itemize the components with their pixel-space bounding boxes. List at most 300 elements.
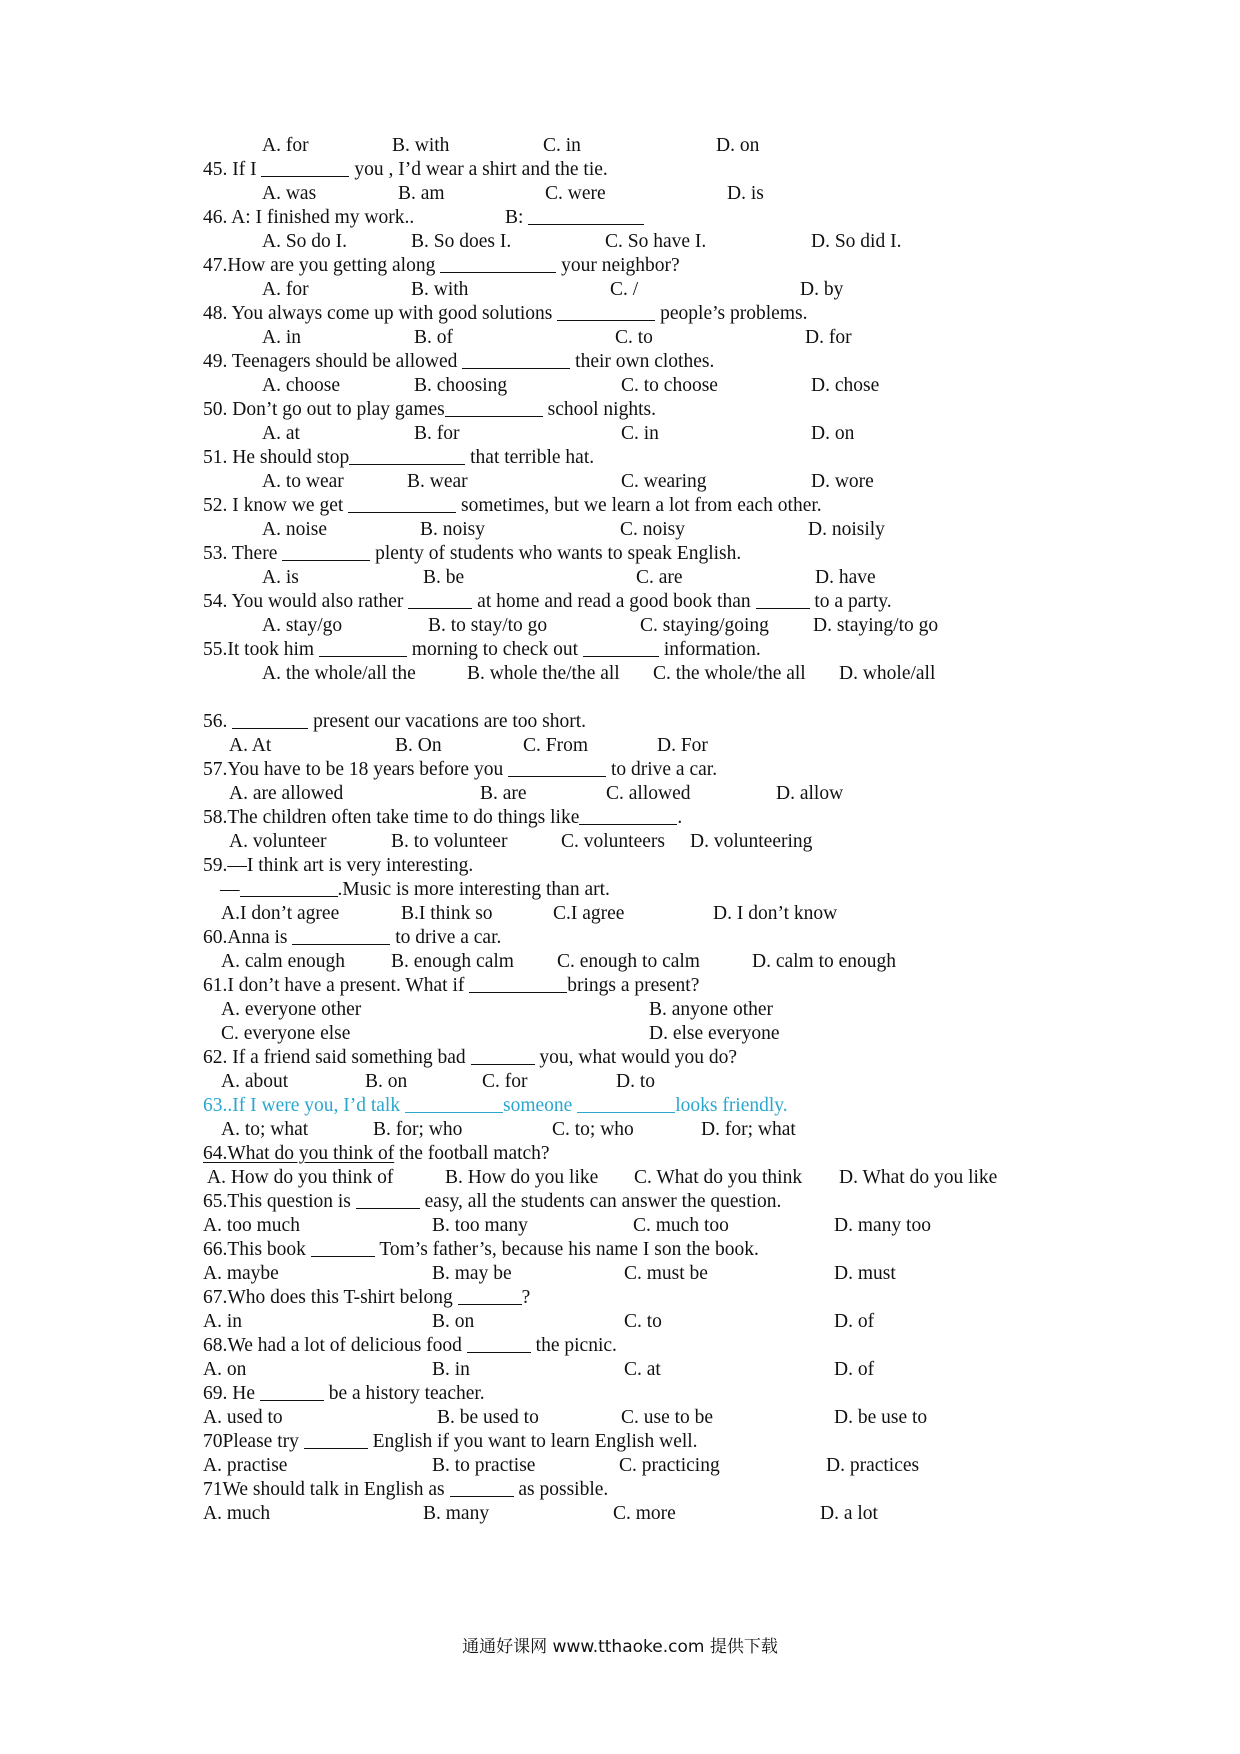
option-c-at[interactable] — [624, 1357, 661, 1382]
option-label: A. So do I. — [262, 231, 348, 252]
option-c-are[interactable] — [636, 565, 683, 590]
option-b-so-does-i[interactable] — [411, 229, 511, 254]
underlined-question-text: 64.What do you think of — [203, 1143, 395, 1164]
option-label: C. volunteers — [561, 831, 665, 852]
question-text-part: be a history teacher. — [323, 1383, 485, 1404]
option-label: B. many — [423, 1503, 490, 1524]
option-a-how-do-you-think-of[interactable] — [207, 1165, 393, 1190]
answer-blank[interactable] — [405, 1093, 503, 1113]
option-b-anyone-other[interactable] — [649, 997, 773, 1022]
question-text-part: at home and read a good book than — [472, 591, 756, 612]
question-text — [203, 1381, 485, 1406]
option-label: B. whole the/the all — [467, 663, 620, 684]
question-text-part: 61.I don’t have a present. What if — [203, 975, 470, 996]
option-d-by[interactable] — [800, 277, 843, 302]
option-d-allow[interactable] — [776, 781, 843, 806]
question-text — [203, 1093, 788, 1118]
option-label: B. anyone other — [649, 999, 774, 1020]
option-b-choosing[interactable] — [414, 373, 507, 398]
option-c-what-do-you-think[interactable] — [634, 1165, 802, 1190]
answer-blank[interactable] — [349, 445, 465, 465]
question-text-part: 59.—I think art is very interesting. — [203, 855, 474, 876]
option-label: C. for — [482, 1071, 528, 1092]
option-label: A. volunteer — [229, 831, 327, 852]
question-text-part: 47.How are you getting along — [203, 255, 441, 276]
option-a-much[interactable] — [203, 1501, 270, 1526]
question-text-part: the picnic. — [530, 1335, 617, 1356]
answer-blank[interactable] — [440, 253, 556, 273]
option-c-noisy[interactable] — [620, 517, 685, 542]
option-label: A. for — [262, 279, 309, 300]
question-text-part: 54. You would also rather — [203, 591, 409, 612]
option-label: B. So does I. — [411, 231, 512, 252]
option-a-are-allowed[interactable] — [229, 781, 343, 806]
option-d-chose[interactable] — [811, 373, 879, 398]
question-text-part: to drive a car. — [606, 759, 718, 780]
option-a-practise[interactable] — [203, 1453, 287, 1478]
option-label: C. are — [636, 567, 683, 588]
option-c-everyone-else[interactable] — [221, 1021, 350, 1046]
option-label: B. on — [365, 1071, 408, 1092]
option-b-on[interactable] — [365, 1069, 407, 1094]
answer-blank[interactable] — [756, 589, 810, 609]
question-text-part: sometimes, but we learn a lot from each other. — [456, 495, 822, 516]
option-c-more[interactable] — [613, 1501, 676, 1526]
option-label: C. much too — [633, 1215, 729, 1236]
option-b-with[interactable] — [411, 277, 468, 302]
option-d-must[interactable] — [834, 1261, 896, 1286]
question-text-part: .Music is more interesting than art. — [337, 879, 610, 900]
option-d-be-use-to[interactable] — [834, 1405, 927, 1430]
option-label: D. chose — [811, 375, 880, 396]
option-a-in[interactable] — [203, 1309, 242, 1334]
option-b-to-stay-to-go[interactable] — [428, 613, 547, 638]
question-text — [203, 205, 414, 230]
question-text-part: your neighbor? — [556, 255, 680, 276]
option-label: A. in — [203, 1311, 242, 1332]
answer-blank[interactable] — [348, 493, 456, 513]
option-label: B. of — [414, 327, 453, 348]
option-label: B. may be — [432, 1263, 512, 1284]
option-a-in[interactable] — [262, 325, 301, 350]
answer-blank[interactable] — [462, 349, 570, 369]
option-label: C. to — [624, 1311, 662, 1332]
question-text-part: 45. If I — [203, 159, 262, 180]
option-label: D. on — [811, 423, 855, 444]
option-b-for[interactable] — [414, 421, 460, 446]
option-d-of[interactable] — [834, 1309, 874, 1334]
question-text-part: 58.The children often take time to do things like — [203, 807, 580, 828]
option-label: D. is — [727, 183, 764, 204]
option-label: C. the whole/the all — [653, 663, 806, 684]
question-text-part: you, what would you do? — [534, 1047, 738, 1068]
option-label: D. many too — [834, 1215, 931, 1236]
question-text — [203, 445, 594, 470]
option-c-the-whole-the-all[interactable] — [653, 661, 806, 686]
option-b-noisy[interactable] — [420, 517, 485, 542]
answer-blank[interactable] — [528, 205, 644, 225]
question-text-part: 50. Don’t go out to play games — [203, 399, 445, 420]
question-text — [203, 1429, 698, 1454]
option-c-use-to-be[interactable] — [621, 1405, 713, 1430]
question-text — [203, 493, 822, 518]
question-text — [505, 205, 644, 230]
question-text-part: 68.We had a lot of delicious food — [203, 1335, 467, 1356]
option-b-on[interactable] — [395, 733, 442, 758]
answer-blank[interactable] — [469, 973, 567, 993]
option-label: A. are allowed — [229, 783, 344, 804]
option-label: B.I think so — [401, 903, 493, 924]
option-label: B. on — [432, 1311, 475, 1332]
option-label: A. noise — [262, 519, 327, 540]
question-text-part: to drive a car. — [390, 927, 502, 948]
option-b-be-used-to[interactable] — [437, 1405, 539, 1430]
question-text — [203, 397, 656, 422]
option-a-the-whole-all-the[interactable] — [262, 661, 416, 686]
option-label: C. practicing — [619, 1455, 720, 1476]
question-text — [203, 637, 761, 662]
option-c-to[interactable] — [624, 1309, 662, 1334]
answer-blank[interactable] — [577, 1093, 675, 1113]
option-c-in[interactable] — [543, 133, 581, 158]
option-c-staying-going[interactable] — [640, 613, 769, 638]
option-a-used-to[interactable] — [203, 1405, 283, 1430]
option-label: D. allow — [776, 783, 844, 804]
option-label: C. to; who — [552, 1119, 634, 1140]
option-label: C. allowed — [606, 783, 691, 804]
answer-blank[interactable] — [292, 925, 390, 945]
option-label: B. with — [411, 279, 469, 300]
option-d-calm-to-enough[interactable] — [752, 949, 896, 974]
option-b-be[interactable] — [423, 565, 464, 590]
option-c-for[interactable] — [482, 1069, 528, 1094]
option-label: D. wore — [811, 471, 874, 492]
option-a-is[interactable] — [262, 565, 299, 590]
answer-blank[interactable] — [445, 397, 543, 417]
option-label: A. At — [229, 735, 272, 756]
answer-blank[interactable] — [260, 1381, 324, 1401]
option-label: B. On — [395, 735, 442, 756]
option-c-i-agree[interactable] — [553, 901, 624, 926]
option-b-on[interactable] — [432, 1309, 474, 1334]
option-label: B. How do you like — [445, 1167, 599, 1188]
option-label: D. on — [716, 135, 760, 156]
question-text-part: school nights. — [542, 399, 656, 420]
option-label: D. else everyone — [649, 1023, 780, 1044]
option-label: A. used to — [203, 1407, 283, 1428]
option-a-so-do-i[interactable] — [262, 229, 347, 254]
option-label: A. to; what — [221, 1119, 309, 1140]
option-c-from[interactable] — [523, 733, 588, 758]
question-text-part: ? — [521, 1287, 531, 1308]
option-label: A. was — [262, 183, 317, 204]
answer-blank[interactable] — [304, 1429, 368, 1449]
option-d-wore[interactable] — [811, 469, 874, 494]
option-d-have[interactable] — [815, 565, 876, 590]
option-label: B. to practise — [432, 1455, 536, 1476]
option-d-practices[interactable] — [826, 1453, 919, 1478]
option-label: A. for — [262, 135, 309, 156]
option-c-so-have-i[interactable] — [605, 229, 706, 254]
option-b-whole-the-the-all[interactable] — [467, 661, 620, 686]
option-d-is[interactable] — [727, 181, 764, 206]
option-label: A. How do you think of — [207, 1167, 394, 1188]
option-c-much-too[interactable] — [633, 1213, 729, 1238]
option-label: D. for; what — [701, 1119, 796, 1140]
option-b-with[interactable] — [392, 133, 449, 158]
option-label: C. staying/going — [640, 615, 769, 636]
option-label: C. wearing — [621, 471, 707, 492]
option-a-at[interactable] — [229, 733, 271, 758]
answer-blank[interactable] — [408, 589, 472, 609]
answer-blank[interactable] — [240, 877, 338, 897]
option-c-to[interactable] — [615, 325, 653, 350]
option-d-for[interactable] — [805, 325, 852, 350]
option-label: D. For — [657, 735, 708, 756]
question-text-part: Tom’s father’s, because his name I son the book. — [374, 1239, 759, 1260]
option-d-whole-all[interactable] — [839, 661, 935, 686]
option-a-i-don-t-agree[interactable] — [221, 901, 339, 926]
option-label: A. stay/go — [262, 615, 343, 636]
answer-blank[interactable] — [467, 1333, 531, 1353]
option-label: B. enough calm — [391, 951, 514, 972]
option-label: D. whole/all — [839, 663, 936, 684]
question-text-part: 51. He should stop — [203, 447, 350, 468]
option-label: C. everyone else — [221, 1023, 351, 1044]
answer-blank[interactable] — [450, 1477, 514, 1497]
option-a-for[interactable] — [262, 277, 309, 302]
option-label: D. by — [800, 279, 844, 300]
option-a-volunteer[interactable] — [229, 829, 326, 854]
option-d-volunteering[interactable] — [690, 829, 812, 854]
option-c-were[interactable] — [545, 181, 606, 206]
question-text — [203, 1333, 617, 1358]
option-d-to[interactable] — [616, 1069, 655, 1094]
question-text-part: 62. If a friend said something bad — [203, 1047, 471, 1068]
option-b-of[interactable] — [414, 325, 453, 350]
question-text-part: 69. He — [203, 1383, 260, 1404]
question-text-part: someone — [502, 1095, 578, 1116]
option-label: B. for; who — [373, 1119, 463, 1140]
answer-blank[interactable] — [261, 157, 349, 177]
option-label: C. to choose — [621, 375, 718, 396]
option-label: D. for — [805, 327, 852, 348]
option-a-was[interactable] — [262, 181, 316, 206]
option-label: A. practise — [203, 1455, 288, 1476]
question-text — [203, 349, 714, 374]
option-a-on[interactable] — [203, 1357, 246, 1382]
option-label: A. much — [203, 1503, 271, 1524]
question-text — [203, 541, 741, 566]
option-c-allowed[interactable] — [606, 781, 690, 806]
option-d-of[interactable] — [834, 1357, 874, 1382]
option-b-to-volunteer[interactable] — [391, 829, 507, 854]
question-text-part: brings a present? — [567, 975, 700, 996]
question-text — [203, 973, 699, 998]
question-text — [220, 877, 610, 902]
option-a-choose[interactable] — [262, 373, 340, 398]
answer-blank[interactable] — [232, 709, 308, 729]
option-label: A. is — [262, 567, 299, 588]
answer-blank[interactable] — [311, 1237, 375, 1257]
option-b-enough-calm[interactable] — [391, 949, 514, 974]
option-label: A. maybe — [203, 1263, 279, 1284]
option-a-maybe[interactable] — [203, 1261, 279, 1286]
question-text-part: 71We should talk in English as — [203, 1479, 450, 1500]
option-label: C. in — [543, 135, 581, 156]
option-b-are[interactable] — [480, 781, 527, 806]
question-text-part: — — [220, 879, 240, 900]
option-d-a-lot[interactable] — [820, 1501, 878, 1526]
option-c-in[interactable] — [621, 421, 659, 446]
question-text-part: 66.This book — [203, 1239, 311, 1260]
option-b-i-think-so[interactable] — [401, 901, 493, 926]
question-text-part: 48. You always come up with good solutions — [203, 303, 558, 324]
option-label: D. volunteering — [690, 831, 813, 852]
question-text-part: 46. A: I finished my work.. — [203, 207, 415, 228]
option-label: C. in — [621, 423, 659, 444]
option-label: D. to — [616, 1071, 655, 1092]
question-text-part: the football match? — [394, 1143, 550, 1164]
option-label: B. for — [414, 423, 460, 444]
option-label: B. to stay/to go — [428, 615, 548, 636]
option-label: B. too many — [432, 1215, 528, 1236]
option-a-stay-go[interactable] — [262, 613, 342, 638]
option-label: C. enough to calm — [557, 951, 700, 972]
option-b-how-do-you-like[interactable] — [445, 1165, 598, 1190]
option-label: D. must — [834, 1263, 896, 1284]
option-label: D. be use to — [834, 1407, 928, 1428]
option-a-for[interactable] — [262, 133, 309, 158]
option-a-to-what[interactable] — [221, 1117, 308, 1142]
option-label: B. with — [392, 135, 450, 156]
question-text-part: 52. I know we get — [203, 495, 349, 516]
option-d-noisily[interactable] — [808, 517, 885, 542]
question-text-part: their own clothes. — [570, 351, 715, 372]
option-label: B. wear — [407, 471, 468, 492]
option-d-staying-to-go[interactable] — [813, 613, 938, 638]
option-c[interactable] — [610, 277, 638, 302]
answer-blank[interactable] — [579, 805, 677, 825]
option-c-must-be[interactable] — [624, 1261, 708, 1286]
option-b-too-many[interactable] — [432, 1213, 528, 1238]
option-label: C. use to be — [621, 1407, 714, 1428]
option-c-enough-to-calm[interactable] — [557, 949, 700, 974]
question-text-part: people’s problems. — [655, 303, 808, 324]
option-label: B. am — [398, 183, 445, 204]
option-b-am[interactable] — [398, 181, 445, 206]
option-c-wearing[interactable] — [621, 469, 707, 494]
question-text-part: 56. — [203, 711, 233, 732]
question-text-part: 49. Teenagers should be allowed — [203, 351, 463, 372]
option-label: B. be used to — [437, 1407, 539, 1428]
question-text-part: 63..If I were you, I’d talk — [203, 1095, 405, 1116]
question-text — [203, 1285, 530, 1310]
answer-blank[interactable] — [471, 1045, 535, 1065]
question-text-part: 67.Who does this T-shirt belong — [203, 1287, 458, 1308]
option-d-so-did-i[interactable] — [811, 229, 901, 254]
option-label: C. So have I. — [605, 231, 707, 252]
option-b-for-who[interactable] — [373, 1117, 462, 1142]
option-b-many[interactable] — [423, 1501, 489, 1526]
question-text-part: B: — [505, 207, 529, 228]
option-a-everyone-other[interactable] — [221, 997, 361, 1022]
option-label: D. staying/to go — [813, 615, 939, 636]
answer-blank[interactable] — [356, 1189, 420, 1209]
option-label: B. are — [480, 783, 527, 804]
option-d-on[interactable] — [716, 133, 759, 158]
question-text-part: 60.Anna is — [203, 927, 293, 948]
option-label: C. / — [610, 279, 639, 300]
option-label: A. too much — [203, 1215, 300, 1236]
option-d-else-everyone[interactable] — [649, 1021, 779, 1046]
answer-blank[interactable] — [319, 637, 407, 657]
option-label: C. were — [545, 183, 606, 204]
answer-blank[interactable] — [508, 757, 606, 777]
question-text — [203, 1477, 608, 1502]
option-c-practicing[interactable] — [619, 1453, 720, 1478]
option-d-what-do-you-like[interactable] — [839, 1165, 997, 1190]
option-label: D. of — [834, 1359, 875, 1380]
answer-blank[interactable] — [282, 541, 370, 561]
option-b-to-practise[interactable] — [432, 1453, 535, 1478]
question-text-part: . — [677, 807, 683, 828]
question-text-part: 53. There — [203, 543, 283, 564]
option-label: B. choosing — [414, 375, 508, 396]
option-b-in[interactable] — [432, 1357, 470, 1382]
question-text-part: morning to check out — [406, 639, 583, 660]
option-c-to-choose[interactable] — [621, 373, 718, 398]
option-label: B. noisy — [420, 519, 486, 540]
option-d-many-too[interactable] — [834, 1213, 931, 1238]
question-text-part: 65.This question is — [203, 1191, 356, 1212]
option-b-may-be[interactable] — [432, 1261, 512, 1286]
question-text — [203, 757, 717, 782]
option-label: C. must be — [624, 1263, 708, 1284]
option-label: D. noisily — [808, 519, 885, 540]
question-text-part: looks friendly. — [675, 1095, 788, 1116]
option-label: D. practices — [826, 1455, 920, 1476]
option-a-at[interactable] — [262, 421, 300, 446]
option-a-too-much[interactable] — [203, 1213, 300, 1238]
option-a-to-wear[interactable] — [262, 469, 344, 494]
option-label: C. From — [523, 735, 589, 756]
answer-blank[interactable] — [557, 301, 655, 321]
option-label: C. What do you think — [634, 1167, 803, 1188]
option-d-for[interactable] — [657, 733, 708, 758]
option-label: C. noisy — [620, 519, 686, 540]
option-label: D. I don’t know — [713, 903, 838, 924]
option-label: A. at — [262, 423, 300, 444]
question-text-part: 55.It took him — [203, 639, 319, 660]
option-c-to-who[interactable] — [552, 1117, 634, 1142]
option-a-calm-enough[interactable] — [221, 949, 345, 974]
question-text — [203, 1189, 781, 1214]
page-footer: 通通好课网 www.tthaoke.com 提供下载 — [462, 1637, 778, 1657]
option-d-i-don-t-know[interactable] — [713, 901, 837, 926]
option-label: B. in — [432, 1359, 470, 1380]
option-d-on[interactable] — [811, 421, 854, 446]
answer-blank[interactable] — [458, 1285, 522, 1305]
answer-blank[interactable] — [583, 637, 659, 657]
option-a-noise[interactable] — [262, 517, 327, 542]
question-text-part: 57.You have to be 18 years before you — [203, 759, 509, 780]
option-a-about[interactable] — [221, 1069, 288, 1094]
option-c-volunteers[interactable] — [561, 829, 665, 854]
option-d-for-what[interactable] — [701, 1117, 796, 1142]
option-b-wear[interactable] — [407, 469, 468, 494]
option-label: D. What do you like — [839, 1167, 998, 1188]
